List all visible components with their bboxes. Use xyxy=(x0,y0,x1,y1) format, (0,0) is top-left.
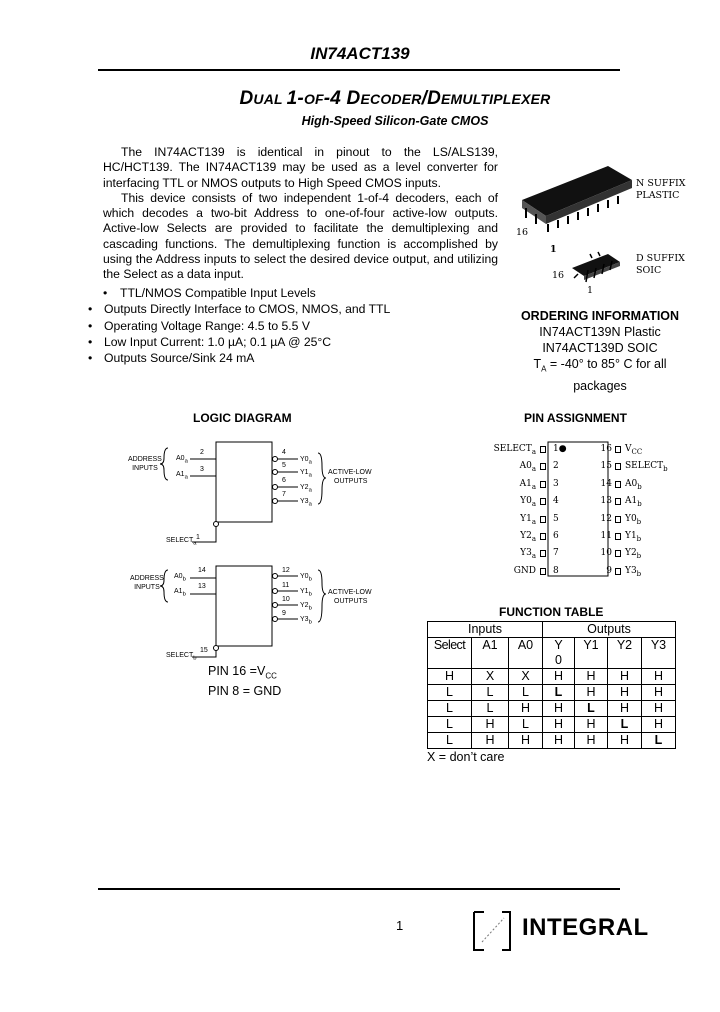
column-header: Y2 xyxy=(608,638,642,669)
pin-number-left: 4 xyxy=(553,496,559,507)
function-table-column-headers xyxy=(428,638,676,669)
table-cell: H xyxy=(543,733,575,749)
table-cell: H xyxy=(608,733,642,749)
ordering-line-soic: IN74ACT139D SOIC xyxy=(542,341,658,355)
pin-stub-right xyxy=(615,568,621,575)
output-y3b: $Y3_b$ xyxy=(300,616,312,626)
soic-pin16-label: 16 xyxy=(552,270,565,281)
table-cell: H xyxy=(509,733,543,749)
pin-name-left: $Y2_a$ xyxy=(520,531,536,543)
output-y2b: $Y2_b$ xyxy=(300,602,312,612)
pin-name-right: $SELECT_b$ xyxy=(625,461,668,474)
ordering-heading: ORDERING INFORMATION xyxy=(520,309,680,323)
pin-stub-left xyxy=(540,568,546,575)
pin-name-right: $Y2_b$ xyxy=(625,548,642,561)
pin8-note: PIN 8 = GND xyxy=(208,683,282,698)
footer-rule xyxy=(98,888,620,890)
title-part: 1- xyxy=(286,88,304,109)
pin-name-left: $Y1_a$ xyxy=(520,513,536,526)
table-row xyxy=(428,701,676,717)
n-suffix: N SUFFIX xyxy=(636,178,686,189)
feature-item: • Operating Voltage Range: 4.5 to 5.5 V xyxy=(88,318,390,334)
function-table-heading: FUNCTION TABLE xyxy=(499,605,604,619)
table-cell: H xyxy=(608,669,642,685)
intro-text xyxy=(103,145,498,283)
brand-name: INTEGRAL xyxy=(522,914,649,941)
pin-stub-left xyxy=(540,516,546,523)
column-header: Y3 xyxy=(642,638,676,669)
table-cell: H xyxy=(575,669,608,685)
logic-diagram-heading: LOGIC DIAGRAM xyxy=(193,411,292,425)
output-y1b: $Y1_b$ xyxy=(300,588,312,598)
intro-paragraph-2: This device consists of two independent 1-of-4 decoders, each of which decodes a two-bit Address to one-of-four active-low outputs. Active-low Selects are provided to facilitate the demultiplexing and cascading functions. The demultiplexing function is accomplished by using the Address inputs to select the desired device output, and utilizing the Select as a data input. xyxy=(103,190,498,282)
pin-number-right: 11 xyxy=(600,531,612,541)
intro-paragraph-1: The IN74ACT139 is identical in pinout to the LS/ALS139, HC/HCT139. The IN74ACT139 may be used as a level converter for interfacing TTL or NMOS outputs to High Speed CMOS inputs. xyxy=(103,145,498,190)
pin-num: 4 xyxy=(282,449,286,456)
table-cell: X xyxy=(472,669,509,685)
table-cell: H xyxy=(472,717,509,733)
column-header: A1 xyxy=(472,638,509,669)
pin-number-left: 1● xyxy=(553,444,567,454)
pin-number-left: 2 xyxy=(553,461,559,472)
address-inputs-a-label xyxy=(128,455,162,473)
input-a1a: $A1_a$ xyxy=(176,471,188,481)
inputs-word: INPUTS xyxy=(132,465,158,472)
table-cell: L xyxy=(543,685,575,701)
part-number-header: IN74ACT139 xyxy=(310,44,410,63)
pin-name-left: $Y0_a$ xyxy=(520,496,536,508)
title-part: ECODER xyxy=(360,91,422,107)
pin-name-right: $Y3_b$ xyxy=(625,565,642,578)
table-cell: L xyxy=(472,685,509,701)
dip-pin16-label: 16 xyxy=(516,227,529,238)
title-part: EMULTIPLEXER xyxy=(441,91,551,107)
table-cell: H xyxy=(472,733,509,749)
pin-stub-right xyxy=(615,550,621,557)
pin-stub-left xyxy=(540,498,546,505)
column-header: Select xyxy=(428,638,472,669)
ordering-information xyxy=(508,308,692,394)
integral-logo-icon xyxy=(472,908,516,952)
table-cell: H xyxy=(575,685,608,701)
active-low-word: ACTIVE-LOW xyxy=(328,469,372,476)
pin-num: 3 xyxy=(200,466,204,473)
table-cell: H xyxy=(642,717,676,733)
output-y3a: $Y3_a$ xyxy=(300,498,312,508)
pin-num: 1 xyxy=(196,534,200,541)
function-table xyxy=(427,621,676,749)
soic-pin1-label: 1 xyxy=(587,285,594,296)
pin-number-right: 12 xyxy=(600,513,612,524)
column-header: Y 0 xyxy=(543,638,575,669)
n-type: PLASTIC xyxy=(636,190,680,201)
pin-number-right: 9 xyxy=(606,565,612,576)
pin-num: 5 xyxy=(282,462,286,469)
power-pin-notes xyxy=(208,664,281,699)
input-a0a: $A0_a$ xyxy=(176,455,188,465)
pin-num: 15 xyxy=(200,647,208,654)
pin-name-left: $A1_a$ xyxy=(519,478,536,491)
outputs-group-header: Outputs xyxy=(543,622,676,638)
pin-number-right: 10 xyxy=(600,548,612,559)
outputs-word: OUTPUTS xyxy=(334,478,368,485)
pin-stub-left xyxy=(540,463,546,470)
title-part: -4 D xyxy=(323,88,361,109)
output-y0b: $Y0_b$ xyxy=(300,573,312,583)
table-row xyxy=(428,717,676,733)
table-cell: H xyxy=(608,685,642,701)
dip-pin1-label: 1 xyxy=(550,244,557,255)
pin-num: 2 xyxy=(200,449,204,456)
pin-stub-left xyxy=(540,533,546,540)
active-low-outputs-a-label xyxy=(328,468,372,486)
table-cell: H xyxy=(543,717,575,733)
output-y1a: $Y1_a$ xyxy=(300,469,312,479)
pin-name-right: $Y1_b$ xyxy=(625,531,642,543)
pin-name-right: $A0_b$ xyxy=(625,478,642,491)
pin-stub-right xyxy=(615,516,621,523)
pin-name-right: $A1_b$ xyxy=(625,496,642,508)
pin-num: 10 xyxy=(282,596,290,603)
table-cell: H xyxy=(428,669,472,685)
pin-stub-right xyxy=(615,498,621,505)
pin-name-left: GND xyxy=(513,565,536,576)
pin-stub-right xyxy=(615,533,621,540)
pin-num: 6 xyxy=(282,477,286,484)
header-rule xyxy=(98,69,620,71)
select-a-label: $SELECT_a$ xyxy=(166,537,197,547)
pin-num: 12 xyxy=(282,567,290,574)
column-header: A0 xyxy=(509,638,543,669)
table-cell: H xyxy=(642,685,676,701)
pin-number-left: 6 xyxy=(553,531,559,541)
table-row xyxy=(428,733,676,749)
table-cell: L xyxy=(428,685,472,701)
table-cell: L xyxy=(428,701,472,717)
dip-package-image xyxy=(522,166,632,232)
active-low-word: ACTIVE-LOW xyxy=(328,589,372,596)
d-suffix: D SUFFIX xyxy=(636,253,685,264)
table-cell: L xyxy=(509,685,543,701)
table-cell: H xyxy=(575,733,608,749)
pin-name-left: $A0_a$ xyxy=(519,461,536,474)
output-y2a: $Y2_a$ xyxy=(300,484,312,494)
feature-item: • TTL/NMOS Compatible Input Levels xyxy=(88,285,390,301)
pin16-note: PIN $16 =V_{CC}$ xyxy=(208,664,277,681)
soic-package-image xyxy=(572,252,620,282)
table-cell: X xyxy=(509,669,543,685)
feature-item: • Low Input Current: 1.0 µA; 0.1 µA @ 25°C xyxy=(88,334,390,350)
title-part: OF xyxy=(303,91,324,107)
table-cell: L xyxy=(608,717,642,733)
pin-stub-right xyxy=(615,481,621,488)
dont-care-note: X = don’t care xyxy=(427,750,505,764)
output-y0a: $Y0_a$ xyxy=(300,456,312,466)
pin-number-left: 5 xyxy=(553,513,559,524)
feature-list xyxy=(88,285,390,366)
ordering-temp-range: $T_A = -40^\circ$ to 85° C for all packages xyxy=(533,357,667,393)
active-low-outputs-b-label xyxy=(328,588,372,606)
pin-num: 13 xyxy=(198,583,206,590)
page-number: 1 xyxy=(396,918,404,933)
title-part: D xyxy=(239,88,254,109)
pin-name-right: $V_{CC}$ xyxy=(625,444,643,456)
pin-number-right: 13 xyxy=(600,496,612,507)
table-row xyxy=(428,669,676,685)
table-cell: L xyxy=(509,717,543,733)
table-cell: H xyxy=(543,701,575,717)
pin-num: 11 xyxy=(282,582,290,589)
table-cell: L xyxy=(428,717,472,733)
title-part: /D xyxy=(421,88,441,109)
input-a0b: $A0_b$ xyxy=(174,573,186,583)
pin-num: 14 xyxy=(198,567,206,574)
table-cell: H xyxy=(543,669,575,685)
table-cell: L xyxy=(428,733,472,749)
table-cell: H xyxy=(642,701,676,717)
page-title xyxy=(0,88,720,110)
inputs-word: INPUTS xyxy=(134,584,160,591)
outputs-word: OUTPUTS xyxy=(334,598,368,605)
select-b-label: $SELECT_b$ xyxy=(166,652,197,662)
d-type: SOIC xyxy=(636,265,662,276)
pin-number-right: 16 xyxy=(600,444,612,454)
pin-num: 9 xyxy=(282,610,286,617)
page-subtitle: High-Speed Silicon-Gate CMOS xyxy=(301,114,489,128)
address-word: ADDRESS xyxy=(130,575,164,582)
table-cell: L xyxy=(575,701,608,717)
table-cell: H xyxy=(642,669,676,685)
d-suffix-label xyxy=(636,253,685,277)
input-a1b: $A1_b$ xyxy=(174,588,186,598)
pin-name-left: $Y3_a$ xyxy=(520,548,536,561)
pin-stub-right xyxy=(615,446,621,453)
table-cell: H xyxy=(575,717,608,733)
feature-item: • Outputs Source/Sink 24 mA xyxy=(88,350,390,366)
pin-name-right: $Y0_b$ xyxy=(625,513,642,526)
pin-stub-left xyxy=(540,481,546,488)
pin-name-left: $SELECT_a$ xyxy=(493,444,536,456)
inputs-group-header: Inputs xyxy=(428,622,543,638)
pin-number-left: 8 xyxy=(553,565,559,576)
table-row xyxy=(428,685,676,701)
n-suffix-label xyxy=(636,178,686,202)
table-cell: H xyxy=(509,701,543,717)
feature-item: • Outputs Directly Interface to CMOS, NMOS, and TTL xyxy=(88,301,390,317)
pin-assignment-heading: PIN ASSIGNMENT xyxy=(524,411,627,425)
pin-number-left: 3 xyxy=(553,478,559,489)
pin-num: 7 xyxy=(282,491,286,498)
table-cell: L xyxy=(642,733,676,749)
pin-stub-right xyxy=(615,463,621,470)
pin-number-left: 7 xyxy=(553,548,559,559)
table-cell: L xyxy=(472,701,509,717)
pin-number-right: 15 xyxy=(600,461,612,472)
table-cell: H xyxy=(608,701,642,717)
address-word: ADDRESS xyxy=(128,456,162,463)
pin-stub-left xyxy=(540,446,546,453)
pin-stub-left xyxy=(540,550,546,557)
title-part: UAL xyxy=(253,91,287,107)
column-header: Y1 xyxy=(575,638,608,669)
address-inputs-b-label xyxy=(130,574,164,592)
ordering-line-plastic: IN74ACT139N Plastic xyxy=(539,325,661,339)
pin-number-right: 14 xyxy=(600,478,612,489)
